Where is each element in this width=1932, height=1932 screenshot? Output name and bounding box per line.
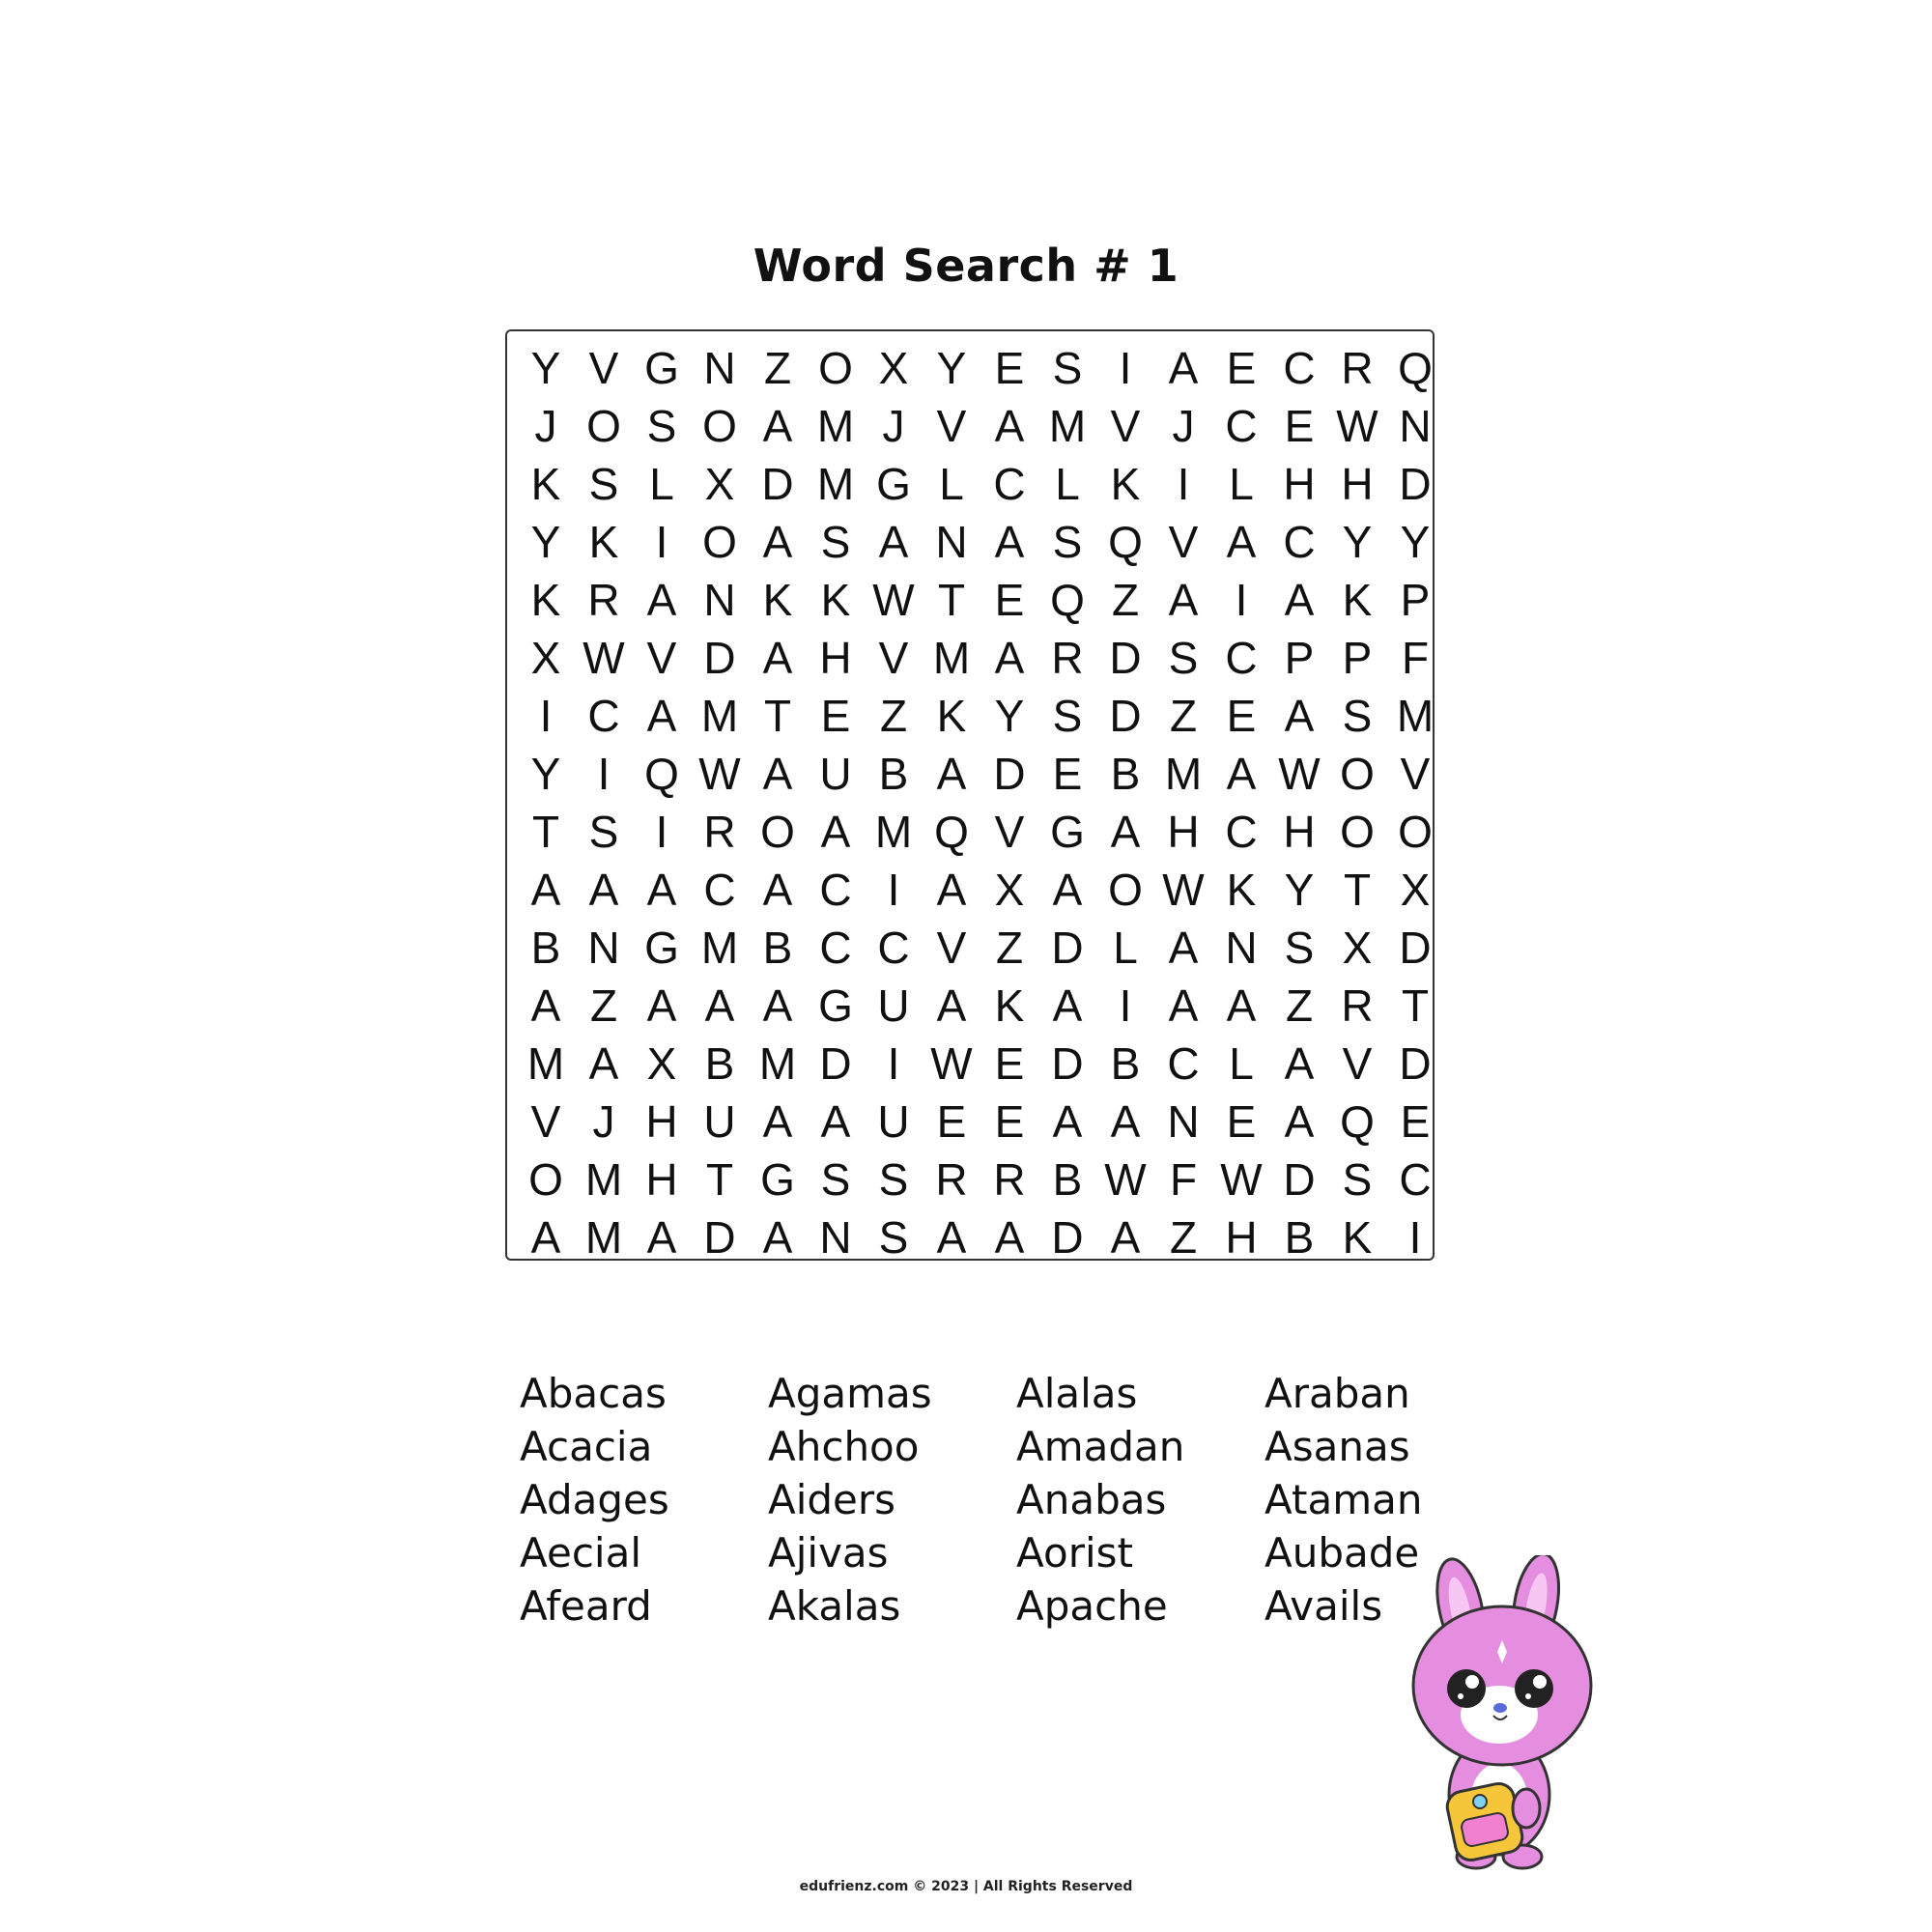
grid-letter: R — [587, 575, 620, 625]
grid-letter: S — [588, 807, 619, 857]
grid-letter: A — [1168, 575, 1199, 625]
grid-letter: A — [646, 980, 677, 1031]
grid-letter: A — [762, 1096, 793, 1147]
grid-letter: C — [877, 923, 910, 973]
grid-letter: B — [1052, 1154, 1083, 1205]
grid-letter: A — [1226, 749, 1257, 799]
grid-letter: Y — [1284, 865, 1315, 915]
grid-letter: B — [704, 1038, 735, 1089]
grid-letter: A — [820, 807, 851, 857]
grid-letter: R — [703, 807, 736, 857]
grid-letter: A — [646, 1212, 677, 1263]
grid-letter: V — [994, 807, 1025, 857]
word-list-item: Aubade — [1264, 1529, 1420, 1577]
grid-letter: C — [1225, 633, 1258, 683]
grid-letter: A — [936, 1212, 967, 1263]
grid-letter: X — [646, 1038, 677, 1089]
word-list-item: Amadan — [1016, 1423, 1185, 1470]
grid-letter: J — [1172, 401, 1195, 451]
grid-letter: M — [700, 923, 739, 973]
grid-letter: N — [819, 1212, 852, 1263]
grid-letter: O — [586, 401, 621, 451]
grid-letter: I — [1408, 1212, 1422, 1263]
grid-letter: V — [1168, 517, 1199, 567]
grid-letter: E — [1226, 343, 1257, 393]
letter-grid — [517, 339, 1444, 1266]
grid-letter: I — [1177, 459, 1190, 509]
grid-letter: D — [1399, 923, 1432, 973]
grid-letter: V — [646, 633, 677, 683]
grid-letter: C — [1283, 517, 1316, 567]
grid-letter: K — [936, 691, 967, 741]
grid-letter: X — [530, 633, 561, 683]
grid-letter: V — [1342, 1038, 1373, 1089]
grid-letter: K — [994, 980, 1025, 1031]
grid-letter: V — [588, 343, 619, 393]
word-list-item: Avails — [1264, 1582, 1383, 1630]
grid-letter: A — [1284, 691, 1315, 741]
grid-letter: D — [1051, 923, 1084, 973]
grid-letter: E — [1226, 691, 1257, 741]
grid-letter: A — [1168, 980, 1199, 1031]
grid-letter: O — [528, 1154, 563, 1205]
grid-letter: X — [1400, 865, 1431, 915]
word-list-item: Akalas — [768, 1582, 901, 1630]
grid-letter: R — [993, 1154, 1026, 1205]
grid-letter: M — [816, 401, 855, 451]
grid-letter: A — [646, 691, 677, 741]
grid-letter: Y — [994, 691, 1025, 741]
grid-letter: I — [655, 517, 668, 567]
grid-letter: M — [700, 691, 739, 741]
grid-letter: O — [702, 401, 737, 451]
grid-letter: H — [1225, 1212, 1258, 1263]
grid-letter: A — [646, 865, 677, 915]
grid-letter: S — [1168, 633, 1199, 683]
word-list-item: Agamas — [768, 1370, 932, 1417]
grid-letter: K — [1342, 575, 1373, 625]
grid-letter: D — [993, 749, 1026, 799]
grid-letter: Y — [936, 343, 967, 393]
grid-letter: E — [936, 1096, 967, 1147]
grid-letter: B — [1110, 1038, 1141, 1089]
grid-letter: M — [758, 1038, 797, 1089]
grid-letter: A — [820, 1096, 851, 1147]
grid-letter: A — [936, 749, 967, 799]
grid-letter: W — [698, 749, 741, 799]
grid-letter: S — [1052, 517, 1083, 567]
grid-letter: W — [930, 1038, 973, 1089]
grid-letter: I — [1119, 343, 1132, 393]
grid-letter: T — [763, 691, 792, 741]
grid-letter: M — [1048, 401, 1087, 451]
grid-letter: A — [1110, 807, 1141, 857]
grid-letter: O — [818, 343, 853, 393]
grid-letter: D — [761, 459, 794, 509]
grid-letter: A — [1284, 1096, 1315, 1147]
grid-letter: T — [531, 807, 560, 857]
grid-letter: N — [703, 343, 736, 393]
grid-letter: B — [762, 923, 793, 973]
grid-letter: S — [820, 1154, 851, 1205]
word-list-item: Ataman — [1264, 1476, 1423, 1523]
grid-letter: C — [819, 865, 852, 915]
grid-letter: A — [1226, 517, 1257, 567]
grid-letter: A — [1110, 1096, 1141, 1147]
grid-letter: D — [1283, 1154, 1316, 1205]
grid-letter: S — [820, 517, 851, 567]
grid-letter: A — [994, 1212, 1025, 1263]
grid-letter: Y — [530, 517, 561, 567]
grid-letter: S — [878, 1212, 909, 1263]
grid-letter: A — [762, 401, 793, 451]
grid-letter: Z — [879, 691, 908, 741]
grid-letter: A — [762, 517, 793, 567]
word-list-item: Ajivas — [768, 1529, 889, 1577]
word-list-item: Acacia — [520, 1423, 653, 1470]
grid-letter: A — [704, 980, 735, 1031]
grid-letter: E — [1400, 1096, 1431, 1147]
grid-letter: D — [1051, 1038, 1084, 1089]
grid-letter: D — [819, 1038, 852, 1089]
grid-letter: Z — [1169, 691, 1198, 741]
word-list-item: Aecial — [520, 1529, 641, 1577]
grid-letter: Q — [644, 749, 679, 799]
grid-letter: E — [820, 691, 851, 741]
grid-letter: U — [877, 980, 910, 1031]
grid-letter: A — [588, 865, 619, 915]
grid-letter: J — [592, 1096, 615, 1147]
word-list-item: Apache — [1016, 1582, 1168, 1630]
grid-letter: Z — [995, 923, 1024, 973]
grid-letter: Q — [1050, 575, 1085, 625]
grid-letter: A — [762, 980, 793, 1031]
grid-letter: K — [762, 575, 793, 625]
grid-letter: V — [936, 401, 967, 451]
grid-letter: K — [530, 459, 561, 509]
grid-letter: M — [816, 459, 855, 509]
grid-letter: H — [1341, 459, 1374, 509]
grid-letter: Z — [1169, 1212, 1198, 1263]
grid-letter: M — [932, 633, 971, 683]
grid-letter: T — [937, 575, 966, 625]
grid-letter: D — [1399, 459, 1432, 509]
grid-letter: I — [1235, 575, 1248, 625]
grid-letter: A — [1284, 575, 1315, 625]
grid-letter: H — [1167, 807, 1200, 857]
grid-letter: A — [1284, 1038, 1315, 1089]
grid-letter: Q — [1340, 1096, 1375, 1147]
grid-letter: B — [530, 923, 561, 973]
bunny-mascot-icon — [1391, 1555, 1613, 1874]
grid-letter: T — [1343, 865, 1372, 915]
grid-letter: C — [1167, 1038, 1200, 1089]
grid-letter: S — [1342, 1154, 1373, 1205]
grid-letter: J — [882, 401, 905, 451]
word-list-item: Anabas — [1016, 1476, 1167, 1523]
grid-letter: U — [819, 749, 852, 799]
grid-letter: D — [1109, 691, 1142, 741]
grid-letter: R — [1341, 980, 1374, 1031]
word-list-item: Aiders — [768, 1476, 896, 1523]
grid-letter: A — [762, 749, 793, 799]
grid-letter: C — [819, 923, 852, 973]
grid-letter: W — [1336, 401, 1378, 451]
grid-letter: E — [994, 1038, 1025, 1089]
grid-letter: A — [994, 401, 1025, 451]
grid-letter: M — [1164, 749, 1203, 799]
grid-letter: G — [644, 923, 679, 973]
copyright-footer: edufrienz.com © 2023 | All Rights Reserved — [799, 1879, 1133, 1894]
word-list — [520, 1367, 1513, 1633]
word-list-item: Aorist — [1016, 1529, 1133, 1577]
grid-letter: I — [1119, 980, 1132, 1031]
grid-letter: O — [1340, 749, 1375, 799]
grid-letter: P — [1284, 633, 1315, 683]
grid-letter: A — [1052, 1096, 1083, 1147]
grid-letter: M — [584, 1212, 623, 1263]
grid-letter: I — [539, 691, 553, 741]
grid-letter: P — [1342, 633, 1373, 683]
grid-letter: E — [994, 343, 1025, 393]
grid-letter: Q — [1398, 343, 1433, 393]
grid-letter: O — [1398, 807, 1433, 857]
grid-letter: K — [588, 517, 619, 567]
grid-letter: A — [588, 1038, 619, 1089]
grid-letter: S — [646, 401, 677, 451]
grid-letter: G — [876, 459, 911, 509]
grid-letter: B — [1284, 1212, 1315, 1263]
grid-letter: C — [1225, 807, 1258, 857]
grid-letter: A — [762, 865, 793, 915]
grid-letter: A — [530, 1212, 561, 1263]
grid-letter: N — [935, 517, 968, 567]
grid-letter: V — [1110, 401, 1141, 451]
grid-letter: A — [1168, 343, 1199, 393]
grid-letter: K — [820, 575, 851, 625]
grid-letter: L — [1113, 923, 1138, 973]
grid-letter: B — [1110, 749, 1141, 799]
grid-letter: V — [1400, 749, 1431, 799]
grid-letter: Q — [934, 807, 969, 857]
grid-letter: H — [645, 1096, 678, 1147]
grid-letter: Y — [530, 343, 561, 393]
grid-letter: A — [994, 633, 1025, 683]
grid-letter: F — [1169, 1154, 1198, 1205]
grid-letter: E — [994, 1096, 1025, 1147]
grid-letter: I — [597, 749, 611, 799]
grid-letter: S — [1284, 923, 1315, 973]
grid-letter: V — [936, 923, 967, 973]
word-list-item: Araban — [1264, 1370, 1410, 1417]
grid-letter: W — [1220, 1154, 1263, 1205]
grid-letter: W — [1278, 749, 1321, 799]
grid-letter: A — [646, 575, 677, 625]
grid-letter: L — [1229, 1038, 1254, 1089]
grid-letter: D — [1109, 633, 1142, 683]
grid-letter: K — [1110, 459, 1141, 509]
grid-letter: S — [1342, 691, 1373, 741]
word-list-item: Asanas — [1264, 1423, 1410, 1470]
grid-letter: A — [1052, 980, 1083, 1031]
grid-letter: A — [994, 517, 1025, 567]
grid-letter: L — [1229, 459, 1254, 509]
grid-letter: A — [936, 865, 967, 915]
grid-letter: E — [1052, 749, 1083, 799]
grid-letter: C — [1283, 343, 1316, 393]
word-search-grid — [505, 329, 1435, 1261]
grid-letter: U — [877, 1096, 910, 1147]
grid-letter: K — [530, 575, 561, 625]
grid-letter: S — [588, 459, 619, 509]
grid-letter: R — [935, 1154, 968, 1205]
grid-letter: Z — [1285, 980, 1314, 1031]
grid-letter: A — [530, 865, 561, 915]
grid-letter: L — [939, 459, 964, 509]
grid-letter: Y — [530, 749, 561, 799]
grid-letter: T — [1401, 980, 1430, 1031]
grid-letter: X — [1342, 923, 1373, 973]
grid-letter: C — [703, 865, 736, 915]
grid-letter: J — [534, 401, 557, 451]
grid-letter: W — [582, 633, 625, 683]
grid-letter: O — [702, 517, 737, 567]
grid-letter: G — [760, 1154, 795, 1205]
grid-letter: D — [703, 633, 736, 683]
grid-letter: R — [1051, 633, 1084, 683]
grid-letter: N — [1399, 401, 1432, 451]
grid-letter: O — [1340, 807, 1375, 857]
grid-letter: A — [1110, 1212, 1141, 1263]
grid-letter: Z — [763, 343, 792, 393]
grid-letter: C — [587, 691, 620, 741]
grid-letter: C — [1399, 1154, 1432, 1205]
grid-letter: R — [1341, 343, 1374, 393]
grid-letter: A — [878, 517, 909, 567]
grid-letter: K — [1226, 865, 1257, 915]
grid-letter: N — [1225, 923, 1258, 973]
grid-letter: A — [530, 980, 561, 1031]
grid-letter: O — [1108, 865, 1143, 915]
grid-letter: L — [649, 459, 674, 509]
grid-letter: X — [994, 865, 1025, 915]
grid-letter: T — [705, 1154, 734, 1205]
grid-letter: N — [703, 575, 736, 625]
grid-letter: Y — [1400, 517, 1431, 567]
word-list-item: Ahchoo — [768, 1423, 920, 1470]
grid-letter: A — [1168, 923, 1199, 973]
grid-letter: I — [655, 807, 668, 857]
grid-letter: A — [762, 633, 793, 683]
grid-letter: Y — [1342, 517, 1373, 567]
grid-letter: N — [1167, 1096, 1200, 1147]
grid-letter: X — [704, 459, 735, 509]
grid-letter: E — [1226, 1096, 1257, 1147]
grid-letter: A — [936, 980, 967, 1031]
grid-letter: D — [1399, 1038, 1432, 1089]
grid-letter: V — [530, 1096, 561, 1147]
grid-letter: M — [874, 807, 913, 857]
grid-letter: G — [818, 980, 853, 1031]
grid-letter: V — [878, 633, 909, 683]
grid-letter: D — [703, 1212, 736, 1263]
grid-letter: S — [1052, 343, 1083, 393]
grid-letter: C — [1225, 401, 1258, 451]
grid-letter: F — [1401, 633, 1430, 683]
grid-letter: M — [1396, 691, 1435, 741]
grid-letter: B — [878, 749, 909, 799]
word-list-item: Afeard — [520, 1582, 652, 1630]
grid-letter: M — [526, 1038, 565, 1089]
word-list-item: Adages — [520, 1476, 669, 1523]
grid-letter: Z — [1111, 575, 1140, 625]
grid-letter: C — [993, 459, 1026, 509]
grid-letter: H — [645, 1154, 678, 1205]
grid-letter: G — [644, 343, 679, 393]
grid-letter: K — [1342, 1212, 1373, 1263]
page-title: Word Search # 1 — [753, 240, 1179, 292]
grid-letter: X — [878, 343, 909, 393]
grid-letter: A — [762, 1212, 793, 1263]
grid-letter: M — [584, 1154, 623, 1205]
grid-letter: Z — [589, 980, 618, 1031]
grid-letter: A — [1052, 865, 1083, 915]
grid-letter: S — [1052, 691, 1083, 741]
grid-letter: D — [1051, 1212, 1084, 1263]
grid-letter: I — [887, 865, 900, 915]
grid-letter: O — [760, 807, 795, 857]
grid-letter: U — [703, 1096, 736, 1147]
grid-letter: S — [878, 1154, 909, 1205]
grid-letter: H — [819, 633, 852, 683]
grid-letter: H — [1283, 459, 1316, 509]
grid-letter: W — [1162, 865, 1205, 915]
word-list-item: Alalas — [1016, 1370, 1138, 1417]
word-list-item: Abacas — [520, 1370, 667, 1417]
grid-letter: E — [1284, 401, 1315, 451]
grid-letter: G — [1050, 807, 1085, 857]
grid-letter: W — [1104, 1154, 1147, 1205]
grid-letter: W — [872, 575, 915, 625]
grid-letter: A — [1226, 980, 1257, 1031]
grid-letter: E — [994, 575, 1025, 625]
grid-letter: P — [1400, 575, 1431, 625]
grid-letter: L — [1055, 459, 1080, 509]
grid-letter: N — [587, 923, 620, 973]
grid-letter: H — [1283, 807, 1316, 857]
grid-letter: I — [887, 1038, 900, 1089]
grid-letter: Q — [1108, 517, 1143, 567]
